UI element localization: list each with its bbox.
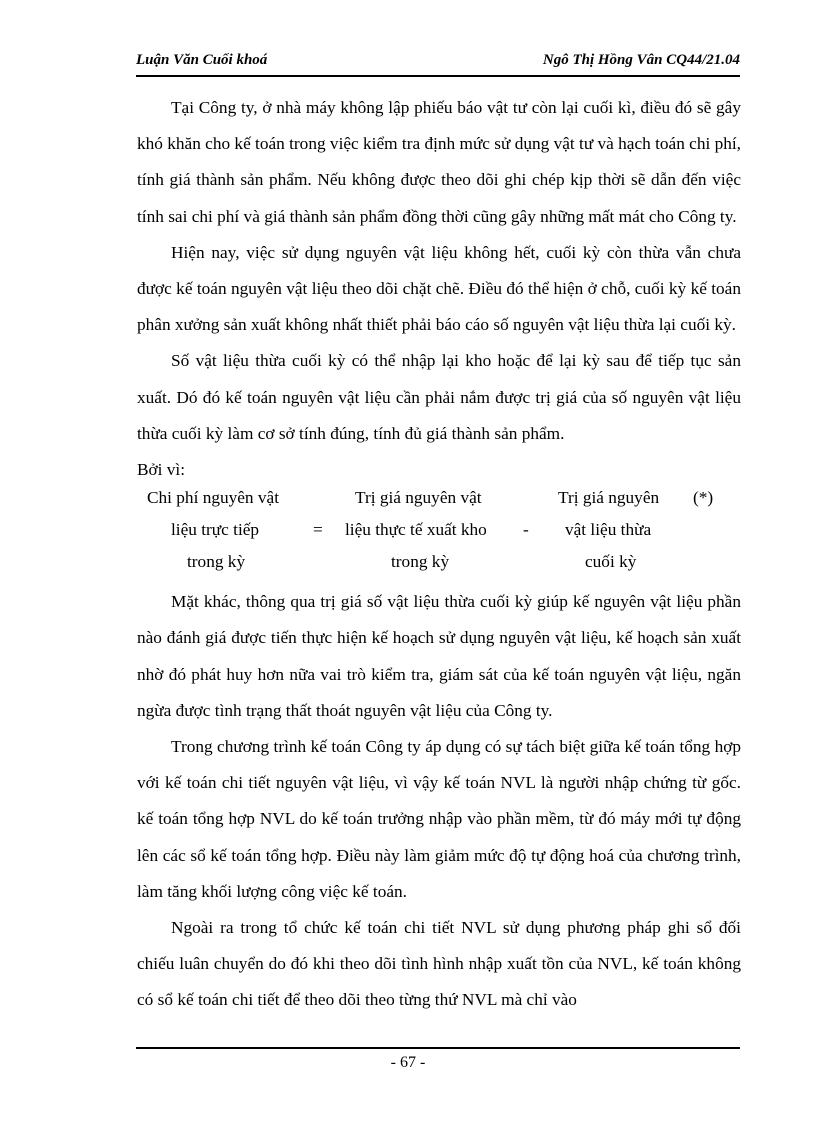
- paragraph: Mặt khác, thông qua trị giá số vật liệu thừa cuối kỳ giúp kế nguyên vật liệu phần nào đánh giá được tiến thực hiện kế hoạch sử dụng nguyên vật liệu, kế hoạch sản xuất nhờ đó phát huy hơn nữa vai trò kiểm tra, giám sát của kế toán nguyên vật liệu, ngăn ngừa được tình trạng thất thoát nguyên vật liệu của Công ty.: [137, 592, 741, 720]
- page-header: [136, 52, 740, 74]
- formula-note: (*): [693, 488, 714, 508]
- page-number: - 67 -: [390, 1054, 426, 1071]
- formula-lhs-line1: Chi phí nguyên vật: [147, 488, 279, 508]
- formula-term2-line3: cuối kỳ: [585, 552, 637, 572]
- paragraph: Hiện nay, việc sử dụng nguyên vật liệu không hết, cuối kỳ còn thừa vẫn chưa được kế toán nguyên vật liệu theo dõi chặt chẽ. Điều đó thể hiện ở chỗ, cuối kỳ kế toán phân xưởng sản xuất không nhất thiết phải báo cáo số nguyên vật liệu thừa lại cuối kỳ.: [137, 242, 741, 335]
- formula-term1-line3: trong kỳ: [391, 552, 450, 572]
- formula-term2-line2: vật liệu thừa: [565, 520, 652, 540]
- formula-term1-line1: Trị giá nguyên vật: [355, 488, 482, 508]
- cost-formula: [137, 488, 741, 584]
- header-author: Ngô Thị Hồng Vân CQ44/21.04: [542, 52, 740, 68]
- formula-equals: =: [313, 520, 323, 540]
- paragraph: Ngoài ra trong tổ chức kế toán chi tiết NVL sử dụng phương pháp ghi sổ đối chiếu luân chuyển do đó khi theo dõi tình hình nhập xuất tồn của NVL, kế toán không có sổ kế toán chi tiết để theo dõi theo từng thứ NVL mà chỉ vào: [137, 918, 741, 1010]
- paragraph: Trong chương trình kế toán Công ty áp dụng có sự tách biệt giữa kế toán tổng hợp với kế toán chi tiết nguyên vật liệu, vì vậy kế toán NVL là người nhập chứng từ gốc. kế toán tổng hợp NVL do kế toán trưởng nhập vào phần mềm, từ đó máy mới tự động lên các sổ kế toán tổng hợp. Điều này làm giảm mức độ tự động hoá của chương trình, làm tăng khối lượng công việc kế toán.: [137, 737, 741, 901]
- formula-lhs-line2: liệu trực tiếp: [171, 520, 260, 540]
- paragraph: Tại Công ty, ở nhà máy không lập phiếu báo vật tư còn lại cuối kì, điều đó sẽ gây khó khăn cho kế toán trong việc kiểm tra định mức sử dụng vật tư và hạch toán chi phí, tính giá thành sản phẩm. Nếu không được theo dõi ghi chép kịp thời sẽ dẫn đến việc tính sai chi phí và giá thành sản phẩm đồng thời cũng gây những mất mát cho Công ty.: [137, 98, 741, 226]
- formula-term2-line1: Trị giá nguyên: [558, 488, 660, 508]
- header-title: Luận Văn Cuối khoá: [136, 52, 268, 68]
- footer-divider: [136, 1047, 740, 1049]
- formula-minus: -: [523, 520, 529, 540]
- document-body: [137, 90, 741, 1019]
- formula-lhs-line3: trong kỳ: [187, 552, 246, 572]
- paragraph: Số vật liệu thừa cuối kỳ có thể nhập lại kho hoặc để lại kỳ sau để tiếp tục sản xuất. Dó đó kế toán nguyên vật liệu cần phải nắm được trị giá của số nguyên vật liệu thừa cuối kỳ làm cơ sở tính đúng, tính đủ giá thành sản phẩm.: [137, 351, 741, 443]
- formula-term1-line2: liệu thực tế xuất kho: [345, 520, 487, 540]
- paragraph-boi-vi: Bởi vì:: [137, 460, 186, 480]
- header-divider: [136, 75, 740, 77]
